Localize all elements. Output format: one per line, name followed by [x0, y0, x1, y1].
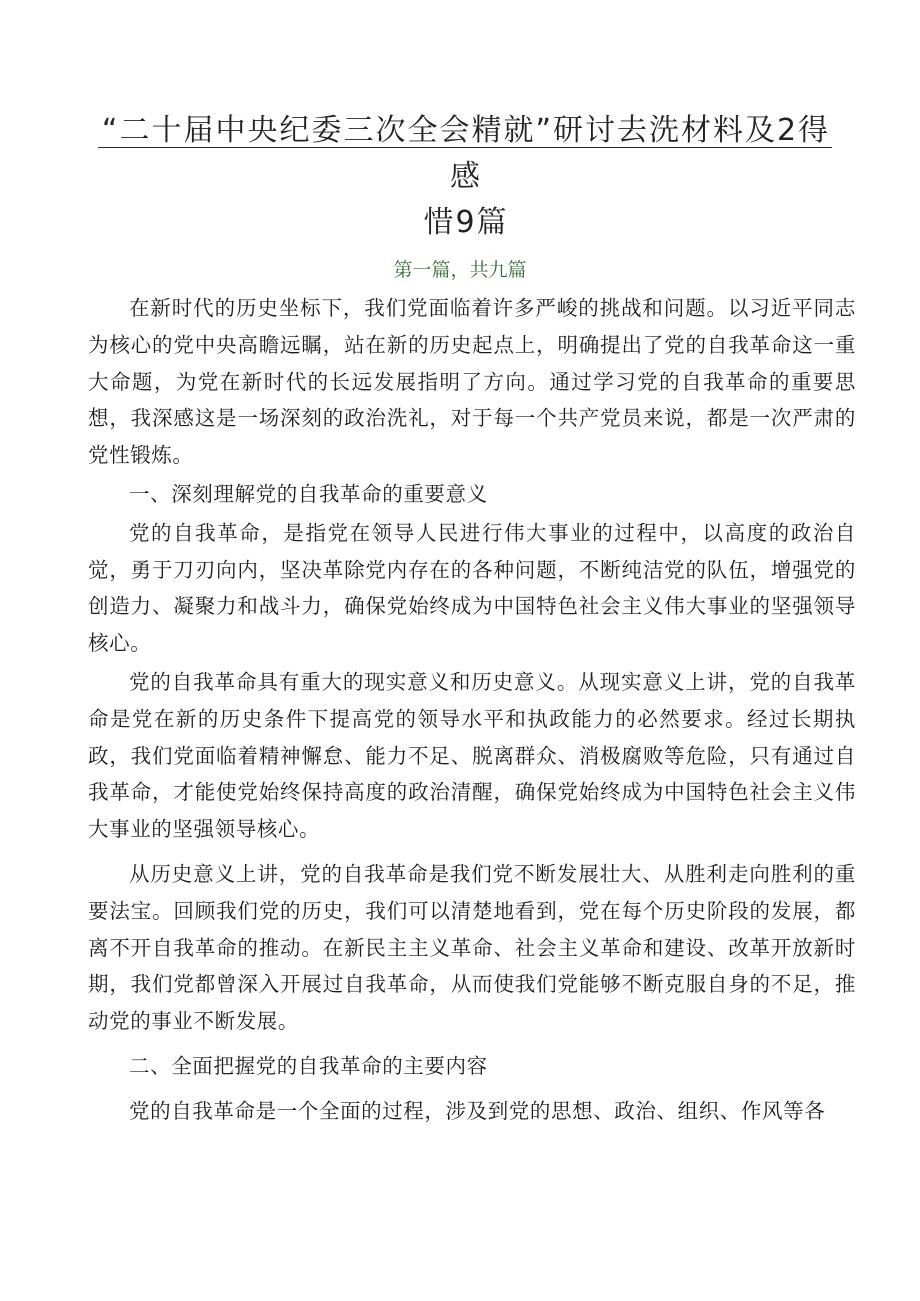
- section-heading-1: 一、深刻理解党的自我革命的重要意义: [129, 481, 488, 506]
- part-heading: 第一篇，共九篇: [393, 259, 527, 281]
- paragraph-intro: 在新时代的历史坐标下，我们党面临着许多严峻的挑战和问题。以习近平同志为核心的党中央高瞻远瞩，站在新的历史起点上，明确提出了党的自我革命这一重大命题，为党在新时代的长远发展指明了方向。通过学习党的自我革命的重要思想，我深感这是一场深刻的政治洗礼，对于每一个共产党员来说，都是一次严肃的党性锻炼。: [88, 296, 856, 468]
- paragraph-definition: 党的自我革命，是指党在领导人民进行伟大事业的过程中，以高度的政治自觉，勇于刀刃向内，坚决革除党内存在的各种问题，不断纯洁党的队伍，增强党的创造力、凝聚力和战斗力，确保党始终成为中国特色社会主义伟大事业的坚强领导核心。: [88, 520, 856, 656]
- title-line-2: 惜9篇: [423, 205, 509, 240]
- document-body: [88, 290, 856, 1130]
- paragraph-content: 党的自我革命是一个全面的过程，涉及到党的思想、政治、组织、作风等各: [129, 1098, 826, 1123]
- title-line-1: “二十届中央纪委三次全会精就”研讨去洗材料及2得感: [101, 113, 831, 194]
- paragraph-history: 从历史意义上讲，党的自我革命是我们党不断发展壮大、从胜利走向胜利的重要法宝。回顾我们党的历史，我们可以清楚地看到，党在每个历史阶段的发展，都离不开自我革命的推动。在新民主主义革命、社会主义革命和建设、改革开放新时期，我们党都曾深入开展过自我革命，从而使我们党能够不断克服自身的不足，推动党的事业不断发展。: [88, 861, 856, 1034]
- title-underline: [98, 147, 832, 148]
- paragraph-significance: 党的自我革命具有重大的现实意义和历史意义。从现实意义上讲，党的自我革命是党在新的历史条件下提高党的领导水平和执政能力的必然要求。经过长期执政，我们党面临着精神懈怠、能力不足、脱离群众、消极腐败等危险，只有通过自我革命，才能使党始终保持高度的政治清醒，确保党始终成为中国特色社会主义伟大事业的坚强领导核心。: [88, 669, 856, 842]
- section-heading-2: 二、全面把握党的自我革命的主要内容: [129, 1053, 488, 1078]
- document-title: [98, 108, 834, 246]
